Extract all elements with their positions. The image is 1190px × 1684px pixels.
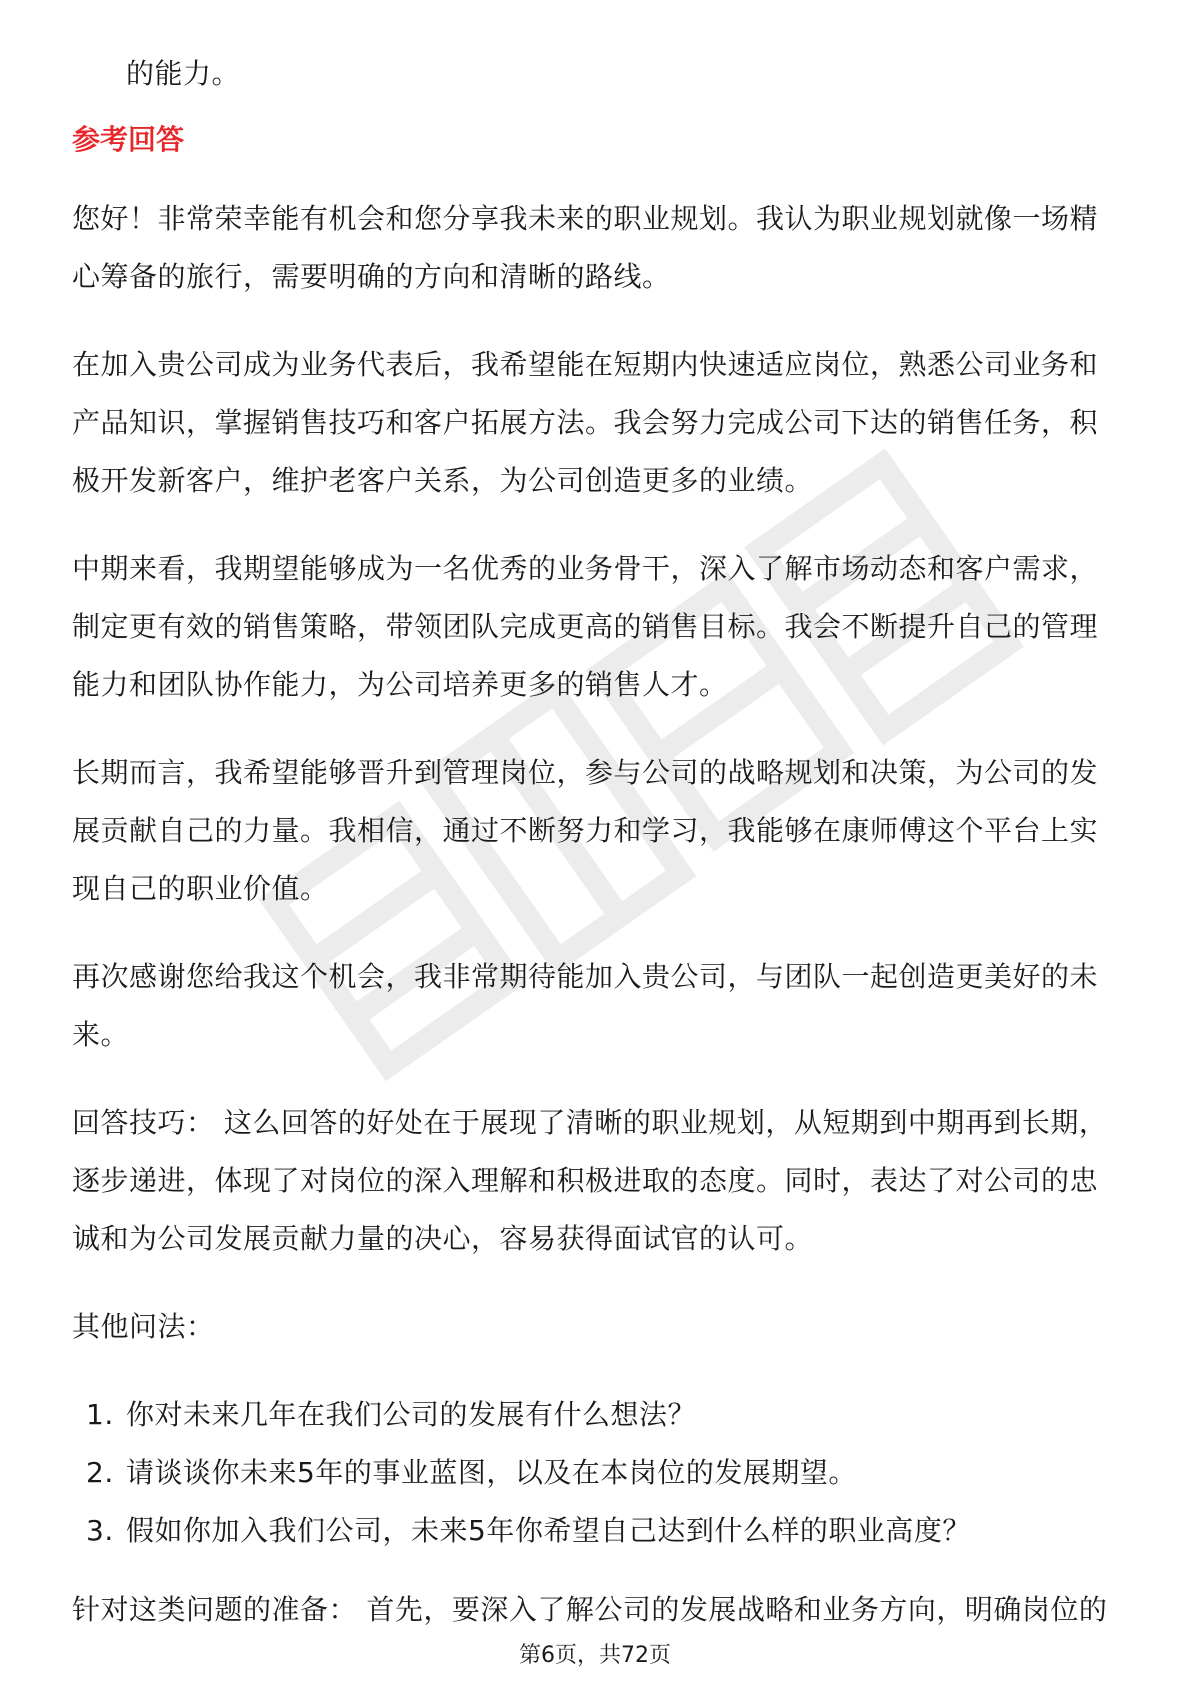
list-item-number: 3. <box>86 1514 114 1547</box>
list-item <box>72 1502 1122 1560</box>
paragraph-long-term: 长期而言，我希望能够晋升到管理岗位，参与公司的战略规划和决策，为公司的发展贡献自己的力量。我相信，通过不断努力和学习，我能够在康师傅这个平台上实现自己的职业价值。 <box>72 756 1099 905</box>
list-item-number: 2. <box>86 1456 114 1489</box>
paragraph-preparation: 针对这类问题的准备： 首先，要深入了解公司的发展战略和业务方向，明确岗位的 <box>72 1593 1108 1626</box>
list-item-text: 假如你加入我们公司，未来5年你希望自己达到什么样的职业高度？ <box>126 1514 971 1547</box>
list-item-text: 请谈谈你未来5年的事业蓝图，以及在本岗位的发展期望。 <box>126 1456 857 1489</box>
section-title-reference-answer: 参考回答 <box>72 123 185 156</box>
list-item <box>72 1444 1122 1502</box>
paragraph-thanks: 再次感谢您给我这个机会，我非常期待能加入贵公司，与团队一起创造更美好的未来。 <box>72 960 1099 1051</box>
paragraph-answer-tips: 回答技巧： 这么回答的好处在于展现了清晰的职业规划，从短期到中期再到长期，逐步递进，体现了对岗位的深入理解和积极进取的态度。同时，表达了对公司的忠诚和为公司发展贡献力量的决心，容易获得面试官的认可。 <box>72 1106 1108 1255</box>
page-number-footer: 第6页，共72页 <box>519 1643 671 1668</box>
document-body <box>72 46 1122 1638</box>
list-item-number: 1. <box>86 1398 114 1431</box>
paragraph-short-term: 在加入贵公司成为业务代表后，我希望能在短期内快速适应岗位，熟悉公司业务和产品知识，掌握销售技巧和客户拓展方法。我会努力完成公司下达的销售任务，积极开发新客户，维护老客户关系，为公司创造更多的业绩。 <box>72 348 1099 497</box>
continued-text-fragment: 的能力。 <box>126 57 241 90</box>
paragraph-mid-term: 中期来看，我期望能够成为一名优秀的业务骨干，深入了解市场动态和客户需求，制定更有效的销售策略，带领团队完成更高的销售目标。我会不断提升自己的管理能力和团队协作能力，为公司培养更多的销售人才。 <box>72 552 1099 701</box>
alternative-questions-list <box>72 1386 1122 1560</box>
paragraph-other-questions-heading: 其他问法： <box>72 1310 215 1343</box>
list-item-text: 你对未来几年在我们公司的发展有什么想法？ <box>126 1398 697 1431</box>
paragraph-greeting: 您好！非常荣幸能有机会和您分享我未来的职业规划。我认为职业规划就像一场精心筹备的旅行，需要明确的方向和清晰的路线。 <box>72 202 1099 293</box>
list-item <box>72 1386 1122 1444</box>
